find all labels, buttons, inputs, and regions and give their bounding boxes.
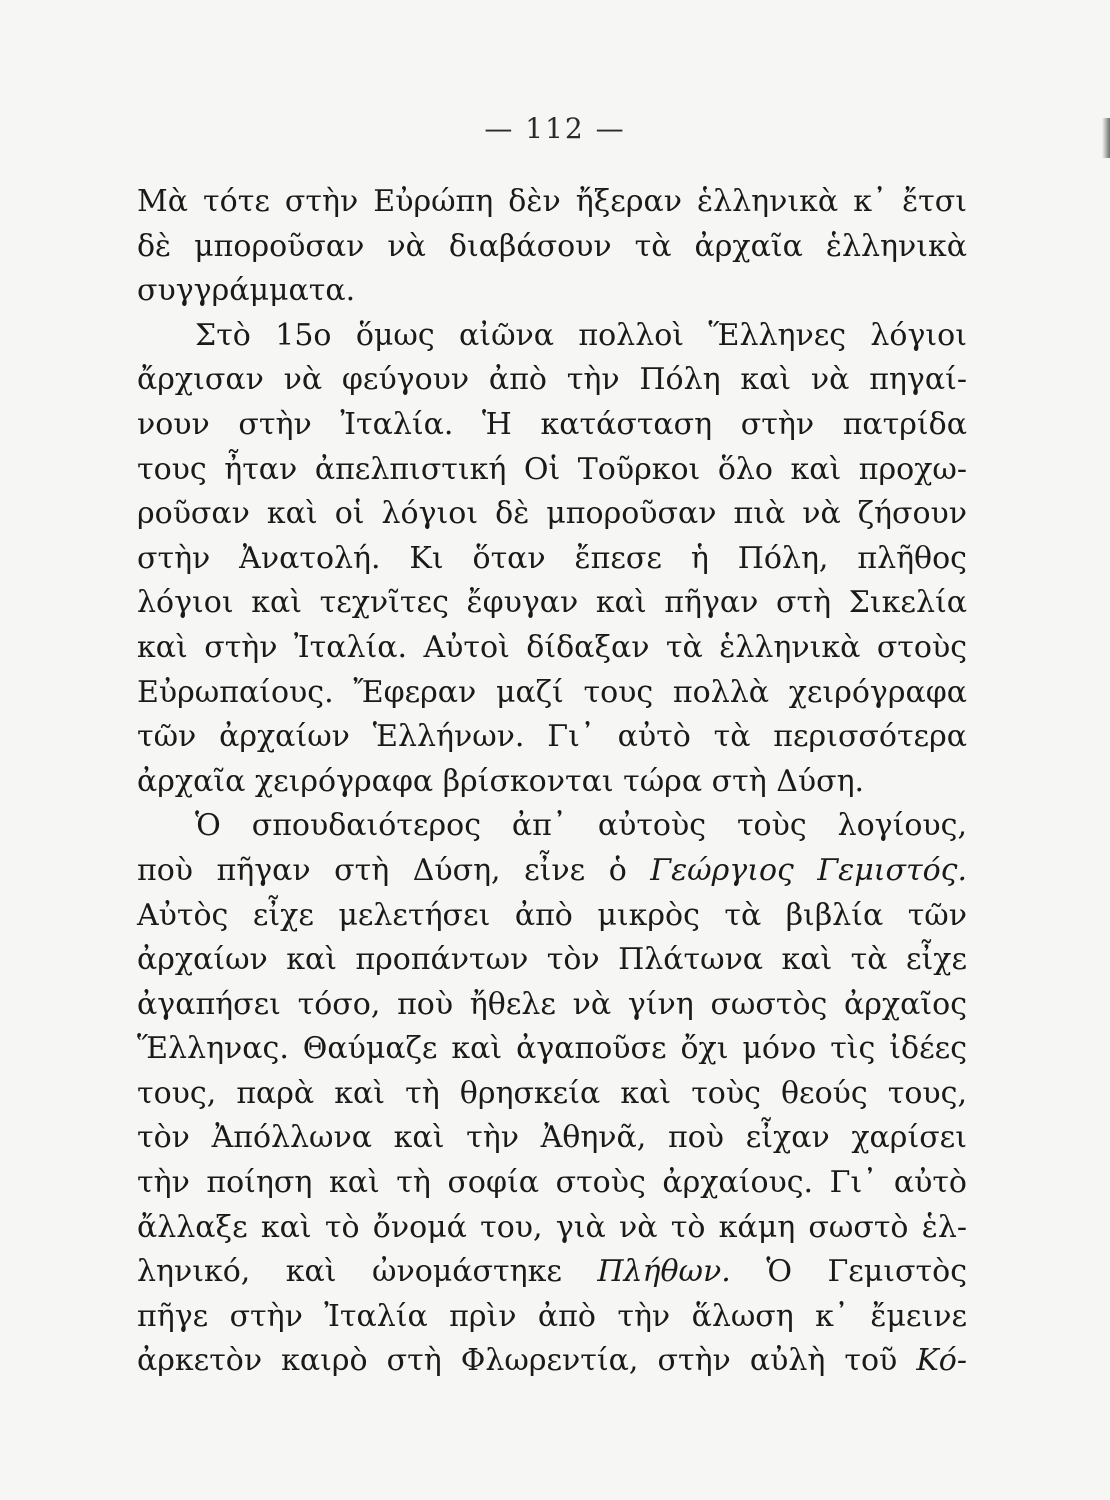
text-line-tail: Ὁ Γεμιστὸς (730, 1254, 967, 1290)
text-line-main: ἀρκετὸν καιρὸ στὴ Φλωρεντία, στὴν αὐλὴ τοῦ (137, 1343, 917, 1379)
text-line (137, 269, 967, 314)
text-line-main: τῶν ἀρχαίων Ἑλλήνων. Γι᾽ αὐτὸ τὰ περισσότερα (137, 719, 967, 755)
text-line-main: ἄλλαξε καὶ τὸ ὄνομά του, γιὰ νὰ τὸ κάμη σωστὸ ἑλ- (137, 1209, 967, 1245)
text-line-main: Στὸ 15ο ὅμως αἰῶνα πολλοὶ Ἕλληνες λόγιοι (195, 317, 967, 353)
text-line (137, 1206, 967, 1251)
text-line (137, 626, 967, 671)
italic-name: Κό- (916, 1343, 967, 1379)
text-line (137, 1295, 967, 1340)
text-line (137, 1339, 967, 1384)
text-line (137, 403, 967, 448)
page-number: — 112 — (484, 112, 626, 145)
text-line (137, 1250, 967, 1295)
text-line-main: ἀγαπήσει τόσο, ποὺ ἤθελε νὰ γίνη σωστὸς ἀρχαῖος (137, 986, 967, 1022)
text-line (137, 849, 967, 894)
text-line-main: νουν στὴν Ἰταλία. Ἡ κατάσταση στὴν πατρίδα (137, 406, 967, 442)
text-line-main: ποὺ πῆγαν στὴ Δύση, εἶνε ὁ (137, 852, 651, 888)
text-line (137, 894, 967, 939)
text-line (137, 1072, 967, 1117)
text-line-main: ἀρχαῖα χειρόγραφα βρίσκονται τώρα στὴ Δύση. (137, 763, 865, 799)
body-text (137, 180, 967, 1384)
text-line (137, 492, 967, 537)
text-line (137, 1027, 967, 1072)
text-line-main: Αὐτὸς εἶχε μελετήσει ἀπὸ μικρὸς τὰ βιβλία τῶν (137, 897, 967, 933)
text-line (137, 760, 967, 805)
text-line (137, 1116, 967, 1161)
text-line-main: ἄρχισαν νὰ φεύγουν ἀπὸ τὴν Πόλη καὶ νὰ πηγαί- (137, 362, 967, 398)
text-line-main: συγγράμματα. (137, 273, 356, 309)
text-line (137, 225, 967, 270)
italic-name: Γεώργιος Γεμιστός. (650, 852, 967, 888)
text-line (137, 537, 967, 582)
text-line-main: καὶ στὴν Ἰταλία. Αὐτοὶ δίδαξαν τὰ ἑλληνικὰ στοὺς (137, 629, 967, 665)
text-line-main: ροῦσαν καὶ οἱ λόγιοι δὲ μποροῦσαν πιὰ νὰ ζήσουν (137, 496, 967, 532)
text-line (137, 983, 967, 1028)
text-line-main: στὴν Ἀνατολή. Κι ὅταν ἔπεσε ἡ Πόλη, πλῆθος (137, 540, 967, 576)
text-line-main: τους, παρὰ καὶ τὴ θρησκεία καὶ τοὺς θεούς τους, (137, 1075, 967, 1111)
text-line (137, 358, 967, 403)
text-line (137, 448, 967, 493)
text-line (137, 180, 967, 225)
text-line-main: τὸν Ἀπόλλωνα καὶ τὴν Ἀθηνᾶ, ποὺ εἶχαν χαρίσει (137, 1120, 967, 1156)
text-line-main: Εὐρωπαίους. Ἔφεραν μαζί τους πολλὰ χειρόγραφα (137, 674, 967, 710)
text-line (137, 671, 967, 716)
text-line-main: τους ἦταν ἀπελπιστική Οἱ Τοῦρκοι ὅλο καὶ προχω- (137, 451, 967, 487)
text-line-main: δὲ μποροῦσαν νὰ διαβάσουν τὰ ἀρχαῖα ἑλληνικὰ (137, 228, 967, 264)
text-line-main: λόγιοι καὶ τεχνῖτες ἔφυγαν καὶ πῆγαν στὴ Σικελία (137, 585, 967, 621)
italic-name: Πλήθων. (597, 1254, 731, 1290)
text-line-main: Ἕλληνας. Θαύμαζε καὶ ἀγαποῦσε ὄχι μόνο τὶς ἰδέες (137, 1031, 967, 1067)
text-line (137, 314, 967, 359)
text-line (137, 804, 967, 849)
text-line-main: ἀρχαίων καὶ προπάντων τὸν Πλάτωνα καὶ τὰ εἶχε (137, 942, 967, 978)
text-line (137, 715, 967, 760)
text-line-main: πῆγε στὴν Ἰταλία πρὶν ἀπὸ τὴν ἅλωση κ᾽ ἔμεινε (137, 1298, 967, 1334)
text-line (137, 938, 967, 983)
text-line (137, 1161, 967, 1206)
text-line-main: Μὰ τότε στὴν Εὐρώπη δὲν ἤξεραν ἑλληνικὰ κ᾽ ἔτσι (137, 184, 967, 219)
text-line-main: τὴν ποίηση καὶ τὴ σοφία στοὺς ἀρχαίους. Γι᾽ αὐτὸ (137, 1165, 967, 1201)
text-line-main: ληνικό, καὶ ὠνομάστηκε (137, 1254, 598, 1290)
text-line-main: Ὁ σπουδαιότερος ἀπ᾽ αὐτοὺς τοὺς λογίους, (195, 808, 967, 844)
text-line (137, 581, 967, 626)
